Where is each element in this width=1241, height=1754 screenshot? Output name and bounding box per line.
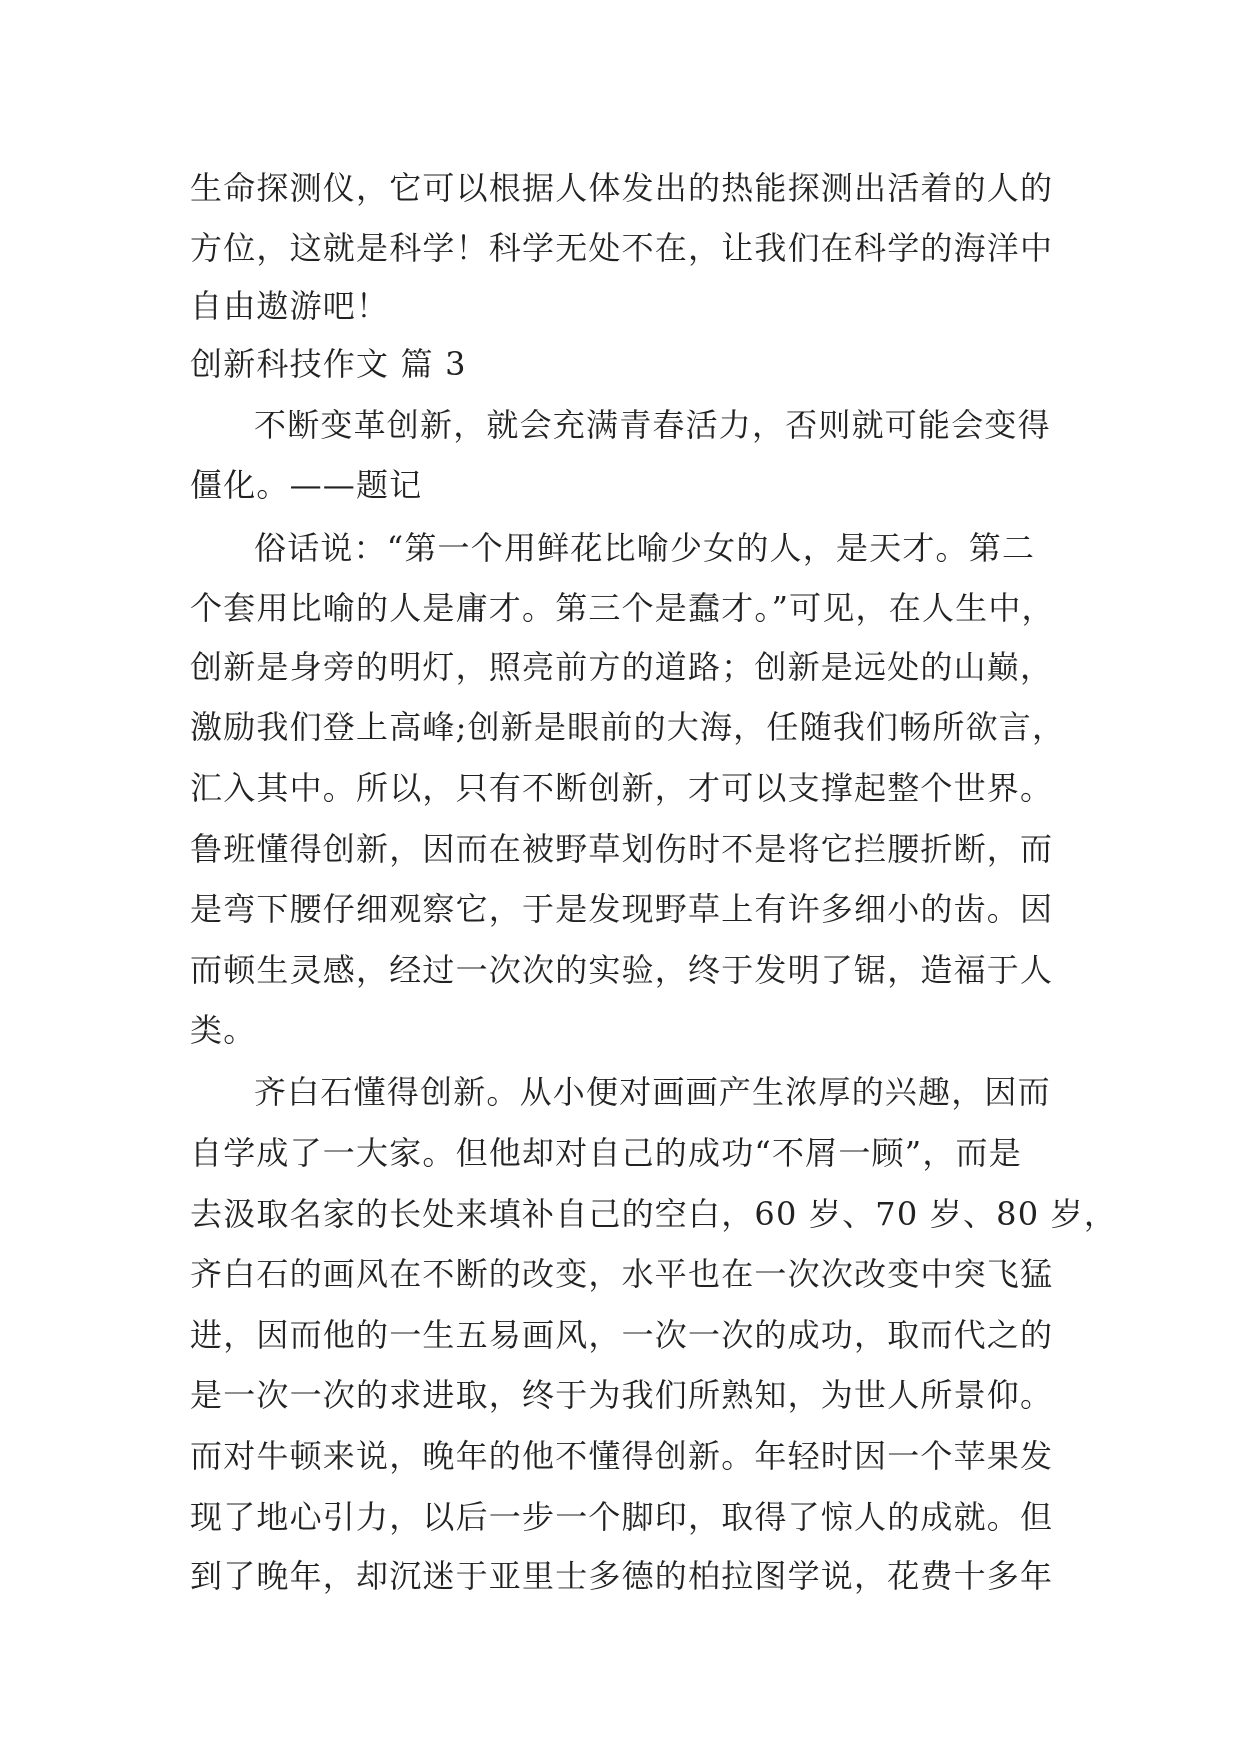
text-line: 去汲取名家的长处来填补自己的空白，60 岁、70 岁、80 岁， xyxy=(190,1195,1118,1233)
text-line: 生命探测仪，它可以根据人体发出的热能探测出活着的人的 xyxy=(190,169,1054,207)
text-line: 是一次一次的求进取，终于为我们所熟知，为世人所景仰。 xyxy=(190,1376,1054,1414)
text-line: 鲁班懂得创新，因而在被野草划伤时不是将它拦腰折断，而 xyxy=(190,830,1054,868)
paragraph-start-line: 俗话说：“第一个用鲜花比喻少女的人，是天才。第二 xyxy=(254,529,1036,567)
text-line: 自由遨游吧！ xyxy=(190,287,390,325)
section-heading: 创新科技作文 篇 3 xyxy=(190,345,467,383)
text-line: 方位，这就是科学！科学无处不在，让我们在科学的海洋中 xyxy=(190,229,1054,267)
text-line: 僵化。——题记 xyxy=(190,466,423,504)
text-line: 自学成了一大家。但他却对自己的成功“不屑一顾”，而是 xyxy=(190,1134,1022,1172)
paragraph-start-line: 不断变革创新，就会充满青春活力，否则就可能会变得 xyxy=(254,406,1051,444)
text-line: 创新是身旁的明灯，照亮前方的道路；创新是远处的山巅， xyxy=(190,648,1054,686)
text-line: 是弯下腰仔细观察它，于是发现野草上有许多细小的齿。因 xyxy=(190,890,1054,928)
text-line: 齐白石的画风在不断的改变，水平也在一次次改变中突飞猛 xyxy=(190,1255,1054,1293)
text-line: 而对牛顿来说，晚年的他不懂得创新。年轻时因一个苹果发 xyxy=(190,1437,1054,1475)
text-line: 而顿生灵感，经过一次次的实验，终于发明了锯，造福于人 xyxy=(190,951,1054,989)
text-line: 个套用比喻的人是庸才。第三个是蠢才。”可见，在人生中， xyxy=(190,589,1055,627)
paragraph-start-line: 齐白石懂得创新。从小便对画画产生浓厚的兴趣，因而 xyxy=(254,1073,1051,1111)
text-line: 现了地心引力，以后一步一个脚印，取得了惊人的成就。但 xyxy=(190,1498,1054,1536)
text-line: 汇入其中。所以，只有不断创新，才可以支撑起整个世界。 xyxy=(190,769,1054,807)
text-line: 激励我们登上高峰;创新是眼前的大海，任随我们畅所欲言， xyxy=(190,708,1066,746)
text-line: 进，因而他的一生五易画风，一次一次的成功，取而代之的 xyxy=(190,1316,1054,1354)
text-line: 类。 xyxy=(190,1011,257,1049)
text-line: 到了晚年，却沉迷于亚里士多德的柏拉图学说，花费十多年 xyxy=(190,1557,1054,1595)
